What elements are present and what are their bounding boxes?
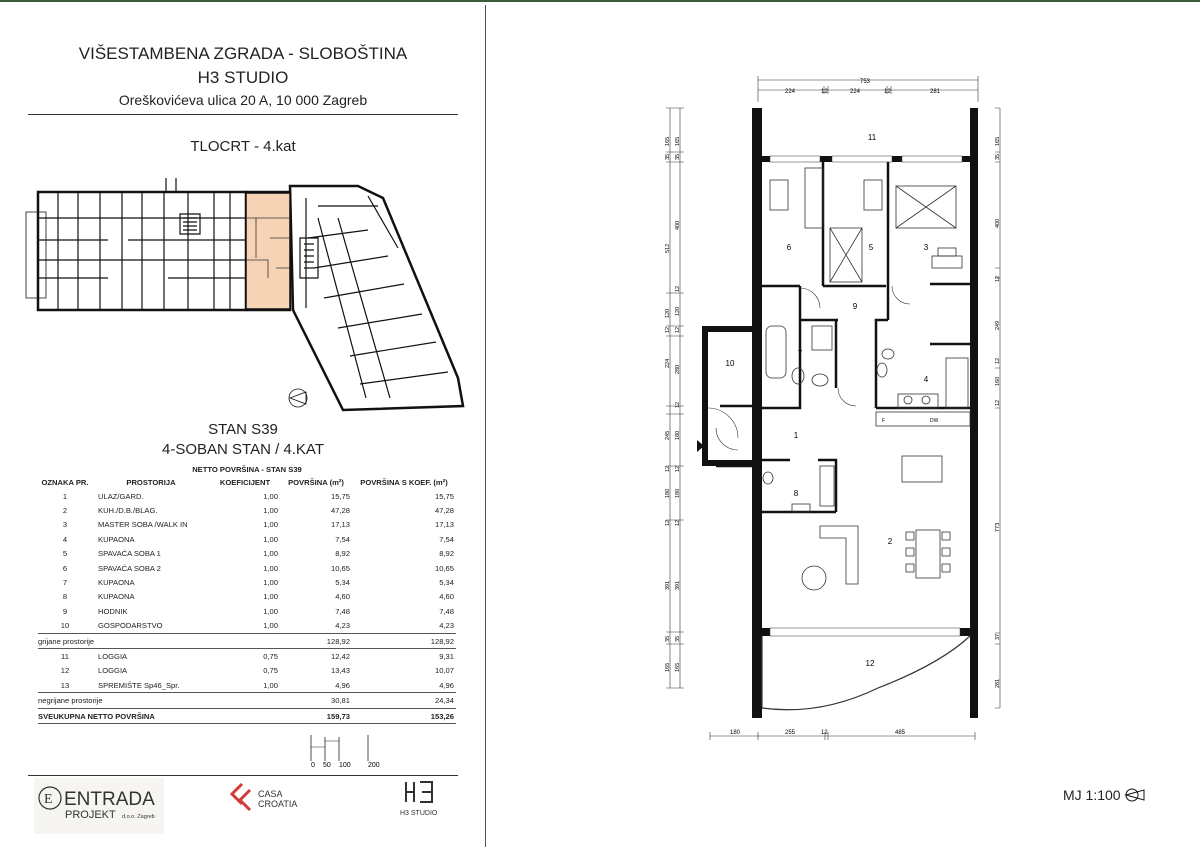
- svg-text:180: 180: [675, 488, 681, 498]
- svg-text:180: 180: [665, 488, 671, 498]
- north-arrow-icon: [1124, 788, 1146, 802]
- svg-text:12: 12: [665, 326, 671, 333]
- graphic-scale-bar: [308, 735, 388, 769]
- table-row: 3 MASTER SOBA /WALK IN 1,00 17,13 17,13: [62, 520, 454, 530]
- apartment-highlight: [246, 193, 290, 309]
- col-header: KOEFICIJENT: [219, 478, 271, 487]
- svg-text:400: 400: [995, 218, 1001, 228]
- table-row: 5 SPAVAĆA SOBA 1 1,00 8,92 8,92: [62, 549, 454, 559]
- svg-text:12: 12: [675, 519, 681, 526]
- entrada-projekt-logo: [34, 778, 164, 834]
- room-number: 2: [887, 537, 893, 546]
- svg-text:180: 180: [730, 730, 741, 736]
- scale-tick-label: 100: [339, 762, 351, 769]
- table-subtotal-row: grijane prostorije 128,92 128,92: [38, 633, 456, 648]
- svg-text:12: 12: [995, 275, 1001, 282]
- room-number: 6: [786, 243, 792, 252]
- svg-text:224: 224: [785, 89, 796, 95]
- svg-text:280: 280: [675, 364, 681, 374]
- table-row: 8 KUPAONA 1,00 4,60 4,60: [62, 592, 454, 602]
- col-header: POVRŠINA S KOEF. (m²): [360, 478, 448, 487]
- architect-name: H3 STUDIO: [197, 68, 289, 87]
- table-row: 11 LOGGIA 0,75 12,42 9,31: [61, 651, 454, 661]
- project-title: VIŠESTAMBENA ZGRADA - SLOBOŠTINA: [78, 44, 408, 63]
- svg-text:ENTRADA: ENTRADA: [64, 789, 155, 810]
- svg-text:35: 35: [675, 635, 681, 642]
- svg-text:35: 35: [665, 635, 671, 642]
- svg-text:255: 255: [785, 730, 796, 736]
- room-number: 3: [923, 243, 929, 252]
- col-header: PROSTORIJA: [126, 478, 176, 487]
- svg-text:d.o.o. Zagreb: d.o.o. Zagreb: [122, 814, 155, 820]
- room-number: 9: [852, 302, 858, 311]
- table-row: 2 KUH./D.B./BLAG. 1,00 47,28 47,28: [62, 506, 454, 516]
- svg-text:160: 160: [995, 376, 1001, 386]
- svg-text:391: 391: [665, 580, 671, 590]
- col-header: POVRŠINA (m²): [288, 478, 344, 487]
- room-number: 12: [865, 659, 875, 668]
- table-row: 4 KUPAONA 1,00 7,54 7,54: [62, 534, 454, 544]
- keyplan-title: TLOCRT - 4.kat: [190, 138, 296, 155]
- svg-text:12: 12: [665, 519, 671, 526]
- room-number: 8: [793, 489, 799, 498]
- table-row: 6 SPAVAĆA SOBA 2 1,00 10,65 10,65: [62, 563, 454, 573]
- svg-text:249: 249: [995, 320, 1001, 330]
- svg-text:224: 224: [665, 358, 671, 368]
- room-number: 11: [867, 133, 877, 142]
- svg-text:165: 165: [675, 662, 681, 672]
- casa-croatia-logo: [228, 780, 318, 820]
- svg-text:400: 400: [675, 220, 681, 230]
- svg-text:281: 281: [995, 678, 1001, 688]
- table-row: 12 LOGGIA 0,75 13,43 10,07: [60, 666, 454, 676]
- scale-label: MJ 1:100: [1063, 787, 1146, 803]
- svg-text:E: E: [44, 792, 53, 807]
- project-address: Oreškovićeva ulica 20 A, 10 000 Zagreb: [118, 92, 368, 108]
- scale-tick-label: 200: [368, 762, 380, 769]
- col-header: OZNAKA PR.: [41, 478, 89, 487]
- svg-text:224: 224: [850, 89, 861, 95]
- svg-text:12: 12: [675, 285, 681, 292]
- svg-text:CASA: CASA: [258, 789, 283, 799]
- svg-text:245: 245: [665, 430, 671, 440]
- svg-text:12: 12: [884, 89, 891, 95]
- table-row: 1 ULAZ/GARD. 1,00 15,75 15,75: [62, 491, 454, 501]
- top-frame-line: [0, 0, 1200, 2]
- svg-text:35: 35: [665, 153, 671, 160]
- h3-studio-logo: [396, 778, 452, 820]
- room-number: 10: [725, 359, 735, 368]
- sheet-divider: [485, 5, 486, 847]
- table-row: 10 GOSPODARSTVO 1,00 4,23 4,23: [60, 621, 454, 631]
- svg-text:180: 180: [675, 430, 681, 440]
- svg-text:120: 120: [665, 308, 671, 318]
- svg-text:12: 12: [675, 401, 681, 408]
- svg-text:165: 165: [995, 136, 1001, 146]
- svg-text:35: 35: [675, 153, 681, 160]
- svg-text:12: 12: [675, 326, 681, 333]
- apartment-name: STAN S39: [208, 421, 278, 438]
- scale-tick-label: 0: [311, 762, 315, 769]
- svg-text:12: 12: [665, 465, 671, 472]
- svg-text:12: 12: [995, 399, 1001, 406]
- dishwasher-label: DW: [930, 418, 939, 424]
- header-rule: [28, 114, 458, 115]
- north-arrow-icon: [289, 389, 307, 407]
- floor-key-plan: [18, 178, 468, 418]
- scale-tick-label: 50: [323, 762, 331, 769]
- svg-text:165: 165: [665, 136, 671, 146]
- table-total-row: SVEUKUPNA NETTO POVRŠINA 159,73 153,26: [38, 708, 456, 723]
- room-number: 5: [868, 243, 874, 252]
- table-subtotal-row: negrijane prostorije 30,81 24,34: [38, 693, 456, 708]
- table-caption: NETTO POVRŠINA - STAN S39: [192, 465, 302, 474]
- area-table: [38, 463, 456, 724]
- fridge-label: F: [882, 418, 886, 424]
- svg-text:391: 391: [675, 580, 681, 590]
- room-number: 1: [793, 431, 799, 440]
- svg-text:35: 35: [995, 153, 1001, 160]
- svg-text:37: 37: [995, 633, 1001, 640]
- svg-text:12: 12: [675, 465, 681, 472]
- svg-text:165: 165: [665, 662, 671, 672]
- room-number: 7: [797, 349, 803, 358]
- svg-text:512: 512: [665, 243, 671, 253]
- svg-text:773: 773: [995, 522, 1001, 532]
- svg-text:485: 485: [895, 730, 906, 736]
- apartment-floor-plan: [640, 68, 1000, 748]
- svg-text:CROATIA: CROATIA: [258, 799, 298, 809]
- svg-text:281: 281: [930, 89, 941, 95]
- table-row: 9 HODNIK 1,00 7,48 7,48: [62, 606, 454, 616]
- room-number: 4: [923, 375, 929, 384]
- svg-text:120: 120: [675, 306, 681, 316]
- svg-text:12: 12: [821, 730, 828, 736]
- svg-text:H3 STUDIO: H3 STUDIO: [400, 810, 438, 817]
- table-row: 7 KUPAONA 1,00 5,34 5,34: [62, 578, 454, 588]
- footer-rule: [28, 775, 458, 776]
- table-row: 13 SPREMIŠTE Sp46_Spr. 1,00 4,96 4,96: [60, 680, 454, 690]
- svg-text:PROJEKT: PROJEKT: [65, 809, 116, 821]
- apartment-type: 4-SOBAN STAN / 4.KAT: [162, 441, 324, 458]
- svg-text:12: 12: [821, 89, 828, 95]
- svg-text:165: 165: [675, 136, 681, 146]
- svg-text:12: 12: [995, 357, 1001, 364]
- dim-total: 753: [860, 79, 871, 85]
